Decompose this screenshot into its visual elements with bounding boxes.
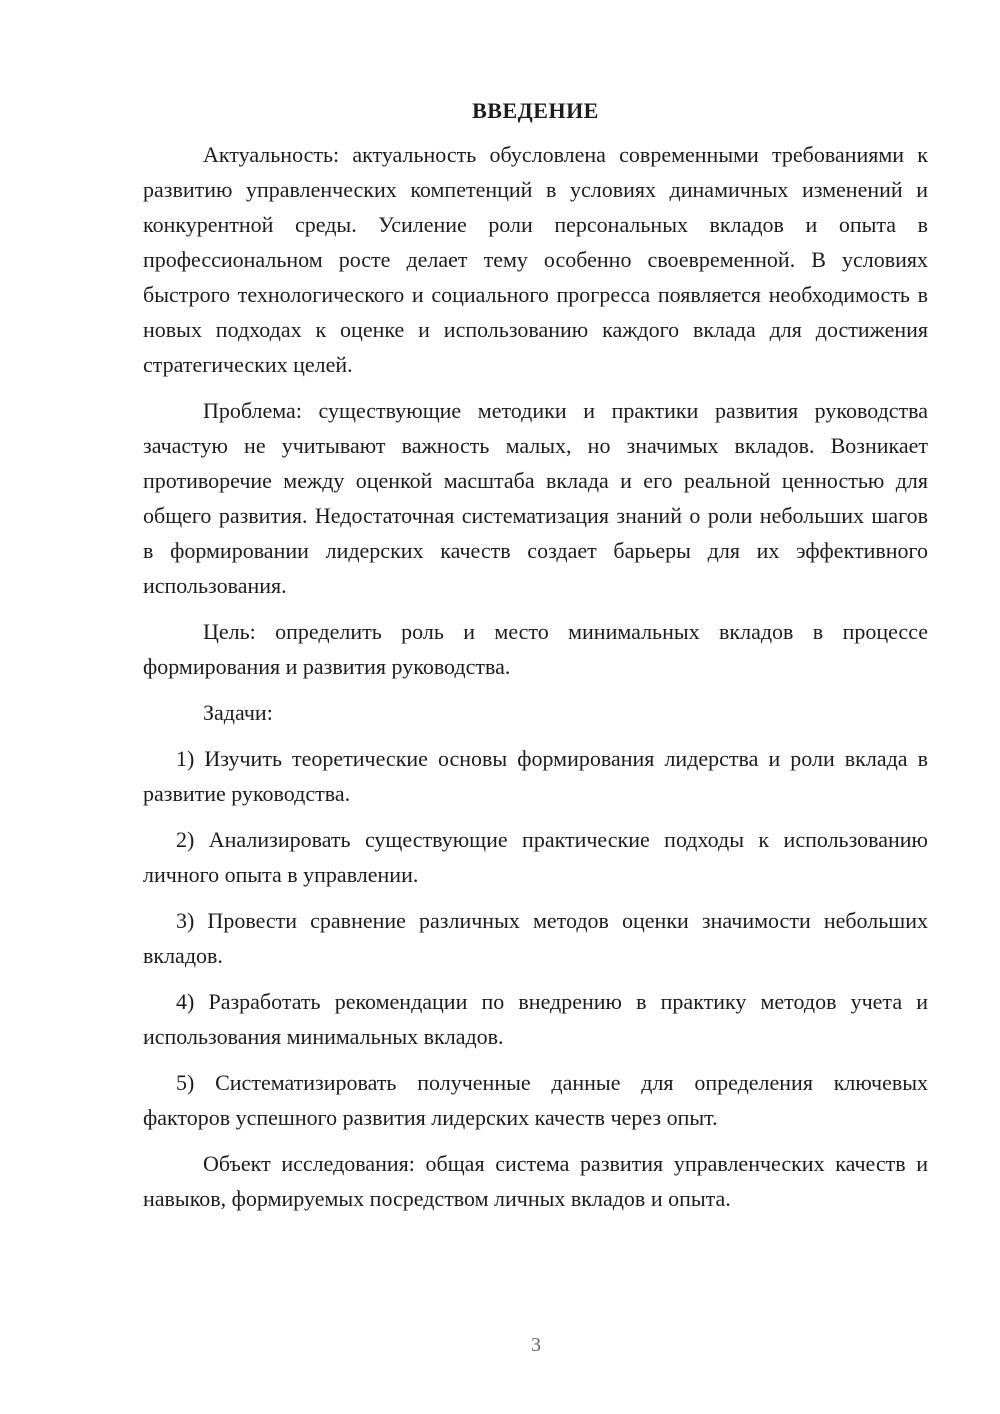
page-number: 3 [531,1334,541,1356]
paragraph-object: Объект исследования: общая система развития управленческих качеств и навыков, формируемых посредством личных вкладов и опыта. [143,1151,928,1211]
task-item-3: 3) Провести сравнение различных методов оценки значимости небольших вкладов. [143,908,928,968]
task-item-4: 4) Разработать рекомендации по внедрению в практику методов учета и использования минимальных вкладов. [143,989,928,1049]
paragraph-relevance: Актуальность: актуальность обусловлена современными требованиями к развитию управленческих компетенций в условиях динамичных изменений и конкурентной среды. Усиление роли персональных вкладов и опыта в профессиональном росте делает тему особенно своевременной. В условиях быстрого технологического и социального прогресса появляется необходимость в новых подходах к оценке и использованию каждого вклада для достижения стратегических целей. [143,142,928,377]
task-item-5: 5) Систематизировать полученные данные для определения ключевых факторов успешного развития лидерских качеств через опыт. [143,1070,928,1130]
section-heading: ВВЕДЕНИЕ [472,98,599,123]
task-item-2: 2) Анализировать существующие практические подходы к использованию личного опыта в управлении. [143,827,928,887]
paragraph-problem: Проблема: существующие методики и практики развития руководства зачастую не учитывают важность малых, но значимых вкладов. Возникает противоречие между оценкой масштаба вклада и его реальной ценностью для общего развития. Недостаточная систематизация знаний о роли небольших шагов в формировании лидерских качеств создает барьеры для их эффективного использования. [143,398,928,598]
task-item-1: 1) Изучить теоретические основы формирования лидерства и роли вклада в развитие руководства. [143,746,928,806]
document-page [143,95,928,1216]
paragraph-goal: Цель: определить роль и место минимальных вкладов в процессе формирования и развития руководства. [143,619,928,679]
tasks-label: Задачи: [203,700,273,725]
